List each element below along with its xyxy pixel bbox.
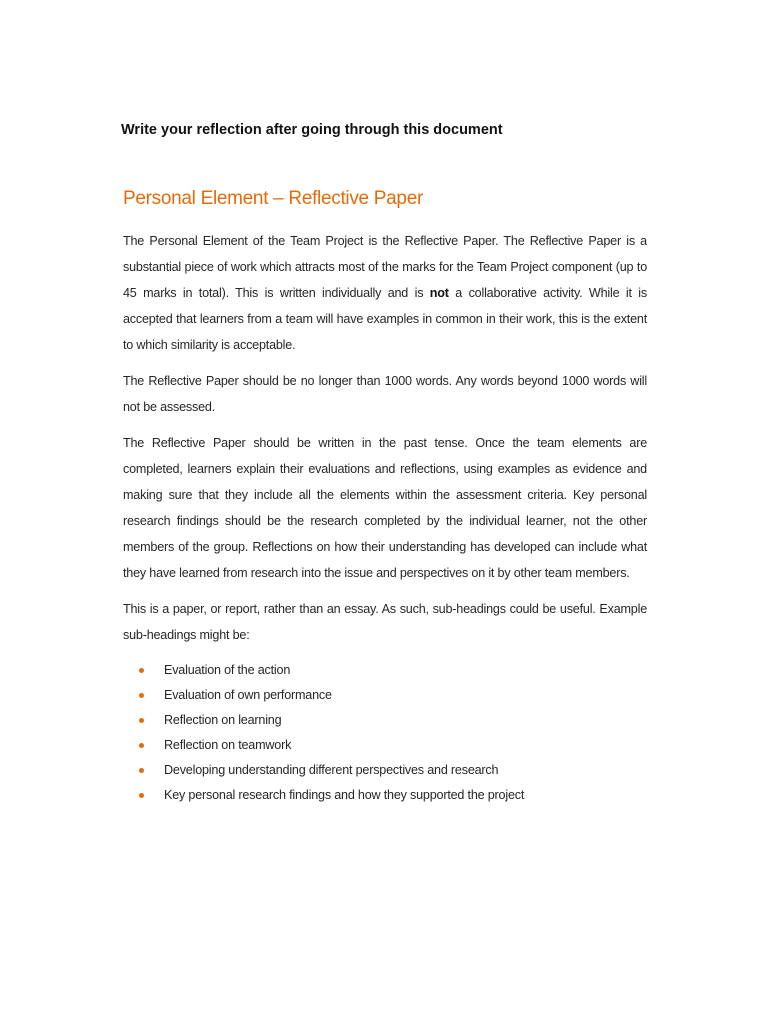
list-item-label: Key personal research findings and how they supported the project [164, 788, 525, 802]
instruction-heading: Write your reflection after going through this document [121, 122, 503, 138]
bullet-dot-icon [139, 793, 144, 798]
list-item-label: Evaluation of the action [164, 663, 291, 677]
reflective-paper-section [123, 188, 647, 808]
list-item [137, 733, 647, 758]
paragraph-1-bold-not: not [429, 286, 449, 300]
list-item-label: Reflection on learning [164, 713, 282, 727]
list-item [137, 783, 647, 808]
sub-heading-list [123, 658, 647, 808]
paragraph-1-text-start: The Personal Element of the Team Project is the Reflective Paper. The Reflective Paper is a substantial piece of work which attracts most of the marks for the Team Project component (up to 45 marks in total). This is written individually and is [123, 234, 647, 300]
list-item [137, 708, 647, 733]
list-item [137, 758, 647, 783]
paragraph-word-limit: The Reflective Paper should be no longer than 1000 words. Any words beyond 1000 words will not be assessed. [123, 374, 647, 414]
list-item [137, 658, 647, 683]
paragraph-1-text-end: a collaborative activity. While it is accepted that learners from a team will have examples in common in their work, this is the extent to which similarity is acceptable. [123, 286, 647, 352]
list-item-label: Evaluation of own performance [164, 688, 332, 702]
section-title: Personal Element – Reflective Paper [123, 188, 423, 209]
bullet-dot-icon [139, 693, 144, 698]
list-item-label: Developing understanding different perspectives and research [164, 763, 499, 777]
paragraph-past-tense: The Reflective Paper should be written in the past tense. Once the team elements are completed, learners explain their evaluations and reflections, using examples as evidence and making sure that they include all the elements within the assessment criteria. Key personal research findings should be the research completed by the individual learner, not the other members of the group. Reflections on how their understanding has developed can include what they have learned from research into the issue and perspectives on it by other team members. [123, 436, 647, 580]
bullet-dot-icon [139, 718, 144, 723]
list-item-label: Reflection on teamwork [164, 738, 292, 752]
bullet-dot-icon [139, 668, 144, 673]
paragraph-personal-element [123, 228, 647, 358]
list-item [137, 683, 647, 708]
bullet-dot-icon [139, 743, 144, 748]
bullet-dot-icon [139, 768, 144, 773]
paragraph-sub-headings: This is a paper, or report, rather than an essay. As such, sub-headings could be useful. Example sub-headings might be: [123, 602, 647, 642]
